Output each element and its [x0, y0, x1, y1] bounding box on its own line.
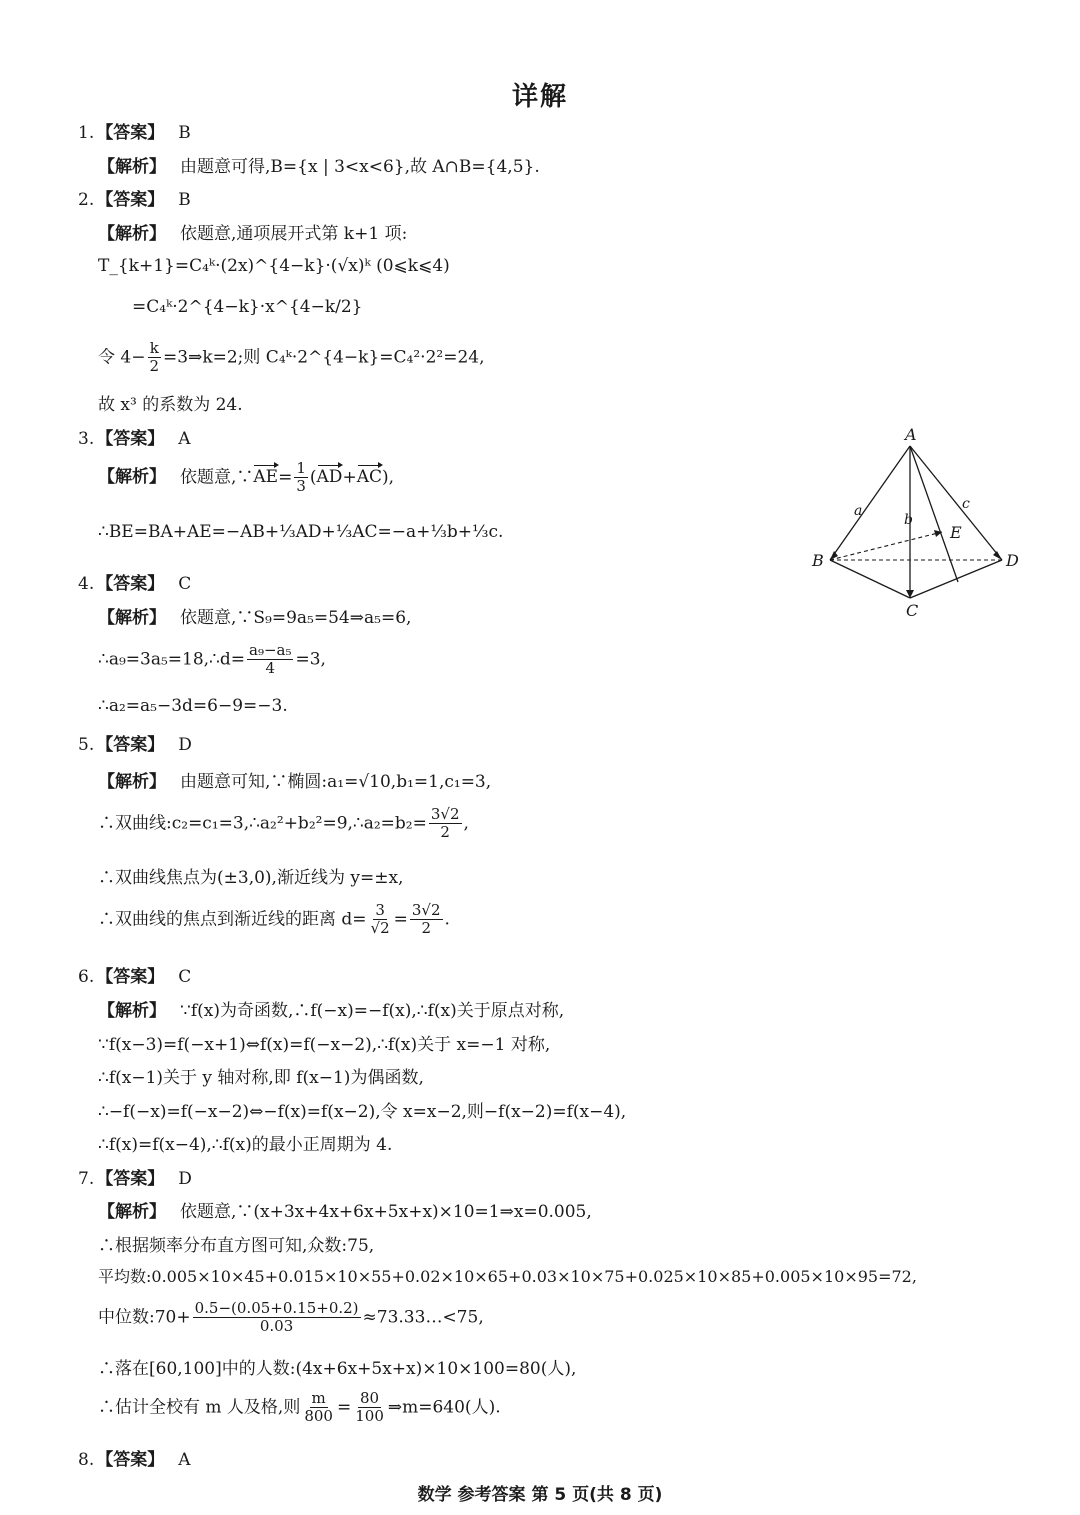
- label-a-point: A: [905, 425, 917, 444]
- q1-analysis: [98, 152, 540, 177]
- q5-line-4: [98, 902, 450, 938]
- q5-answer: D: [178, 735, 192, 755]
- q6-analysis: [98, 996, 564, 1021]
- q3-answer: A: [178, 429, 191, 449]
- q8-answer-line: [78, 1445, 191, 1470]
- a-arrow: [830, 551, 838, 560]
- answer-tag: 【答案】: [96, 1169, 165, 1189]
- q2-line-4-a: 令 4−: [98, 347, 146, 368]
- q5-analysis: [98, 767, 491, 792]
- q2-line-1: 依题意,通项展开式第 k+1 项:: [180, 224, 408, 244]
- q4-fraction: [247, 642, 293, 678]
- q7-answer-line: [78, 1164, 192, 1189]
- vec-ac: AC: [356, 467, 382, 488]
- q7-line-3: 平均数:0.005×10×45+0.015×10×55+0.02×10×65+0.03×10×75+0.025×10×85+0.005×10×95=72,: [98, 1267, 917, 1286]
- q4-answer-line: [78, 569, 191, 594]
- q6-number: 6.: [78, 967, 95, 987]
- vec-ad: AD: [316, 467, 343, 488]
- q5-frac2-num: 3√2: [411, 901, 441, 919]
- q4-line-1: 依题意,∵S₉=9a₅=54⇒a₅=6,: [180, 608, 412, 628]
- q2-answer-line: [78, 185, 191, 210]
- q7-l4a: 中位数:70+: [98, 1307, 191, 1328]
- q4-l2a: ∴a₉=3a₅=18,∴d=: [98, 649, 245, 670]
- q5-frac1-num: 3: [375, 901, 385, 919]
- q2-line-2: T_{k+1}=C₄ᵏ·(2x)^{4−k}·(√x)ᵏ (0⩽k⩽4): [98, 256, 450, 276]
- q4-frac-num: a₉−a₅: [249, 641, 292, 659]
- q7-line-1: 依题意,∵(x+3x+4x+6x+5x+x)×10=1⇒x=0.005,: [180, 1202, 592, 1222]
- q7-fraction: [193, 1300, 361, 1336]
- q7-l6a: ∴估计全校有 m 人及格,则: [98, 1397, 301, 1418]
- vec-ae: AE: [253, 467, 279, 488]
- answer-tag: 【答案】: [96, 190, 165, 210]
- tetrahedron-diagram: [800, 420, 1030, 620]
- q2-answer: B: [178, 190, 191, 210]
- q7-frac1-den: 800: [304, 1407, 333, 1426]
- q5-line-1: 由题意可知,∵椭圆:a₁=√10,b₁=1,c₁=3,: [180, 772, 492, 792]
- q2-line-5: 故 x³ 的系数为 24.: [98, 395, 243, 415]
- analysis-tag: 【解析】: [98, 157, 166, 177]
- q5-frac-den: 2: [440, 823, 450, 842]
- label-vec-b: b: [904, 512, 913, 528]
- q8-number: 8.: [78, 1450, 95, 1470]
- q4-frac-den: 4: [265, 659, 276, 678]
- q7-frac-den: 0.03: [259, 1317, 294, 1336]
- label-d-point: D: [1006, 551, 1019, 570]
- q7-fraction-2: [353, 1390, 386, 1426]
- q3-l1d: (: [309, 467, 317, 488]
- c-arrow: [993, 551, 1002, 560]
- q4-line-3: ∴a₂=a₅−3d=6−9=−3.: [98, 696, 288, 716]
- q1-analysis-text: 由题意可得,B={x | 3<x<6},故 A∩B={4,5}.: [180, 157, 540, 177]
- q5-line-3: ∴双曲线焦点为(±3,0),渐近线为 y=±x,: [98, 868, 404, 888]
- label-c-point: C: [906, 601, 919, 620]
- q6-line-1: ∵f(x)为奇函数,∴f(−x)=−f(x),∴f(x)关于原点对称,: [180, 1001, 565, 1021]
- q4-number: 4.: [78, 574, 95, 594]
- q6-line-4: ∴−f(−x)=f(−x−2)⇔−f(x)=f(x−2),令 x=x−2,则−f(x−2)=f(x−4),: [98, 1102, 627, 1122]
- answer-tag: 【答案】: [96, 1450, 165, 1470]
- q5-l2b: ,: [463, 813, 469, 834]
- answer-tag: 【答案】: [96, 123, 165, 143]
- median-ae: [910, 446, 958, 582]
- q5-line-2: [98, 806, 469, 842]
- q3-number: 3.: [78, 429, 95, 449]
- answer-tag: 【答案】: [96, 967, 165, 987]
- q5-frac-num: 3√2: [430, 805, 460, 823]
- q5-frac2-den: 2: [421, 919, 431, 938]
- q5-l4b: =: [393, 909, 408, 930]
- q1-answer: B: [178, 123, 191, 143]
- answer-tag: 【答案】: [96, 574, 165, 594]
- q3-frac-num: 1: [296, 459, 306, 477]
- answer-tag: 【答案】: [96, 735, 165, 755]
- q5-fraction-2: [410, 902, 443, 938]
- q3-l1c: =: [278, 467, 293, 488]
- q3-frac-den: 3: [296, 477, 306, 496]
- q3-fraction: [294, 460, 308, 496]
- q7-number: 7.: [78, 1169, 95, 1189]
- q3-answer-line: [78, 424, 191, 449]
- q7-frac-num: 0.5−(0.05+0.15+0.2): [194, 1299, 359, 1317]
- q8-answer: A: [178, 1450, 191, 1470]
- q6-line-5: ∴f(x)=f(x−4),∴f(x)的最小正周期为 4.: [98, 1135, 393, 1155]
- answer-tag: 【答案】: [96, 429, 165, 449]
- q2-analysis: [98, 219, 407, 244]
- analysis-tag: 【解析】: [98, 1202, 166, 1222]
- analysis-tag: 【解析】: [98, 1001, 166, 1021]
- q2-line-4: [98, 340, 485, 376]
- q4-answer: C: [178, 574, 192, 594]
- q2-frac-den: 2: [149, 357, 160, 376]
- q2-line-4-b: =3⇒k=2;则 C₄ᵏ·2^{4−k}=C₄²·2²=24,: [163, 347, 485, 368]
- q5-l4c: .: [444, 909, 450, 930]
- q7-line-2: ∴根据频率分布直方图可知,众数:75,: [98, 1236, 375, 1256]
- q6-answer-line: [78, 962, 191, 987]
- q3-analysis: [98, 460, 394, 496]
- q6-line-3: ∴f(x−1)关于 y 轴对称,即 f(x−1)为偶函数,: [98, 1068, 424, 1088]
- q6-line-2: ∵f(x−3)=f(−x+1)⇔f(x)=f(−x−2),∴f(x)关于 x=−1 对称,: [98, 1035, 551, 1055]
- q3-line-2: ∴BE=BA+AE=−AB+⅓AD+⅓AC=−a+⅓b+⅓c.: [98, 522, 504, 542]
- analysis-tag: 【解析】: [98, 772, 166, 792]
- q7-answer: D: [178, 1169, 192, 1189]
- q3-l1h: ),: [382, 467, 395, 488]
- q7-frac2-den: 100: [355, 1407, 384, 1426]
- q4-analysis: [98, 603, 411, 628]
- q3-l1a: 依题意,∵: [180, 467, 254, 488]
- page-title: 详解: [511, 82, 568, 112]
- q5-frac1-den: √2: [370, 919, 390, 938]
- q2-line-3: =C₄ᵏ·2^{4−k}·x^{4−k/2}: [132, 297, 363, 317]
- q1-number: 1.: [78, 123, 95, 143]
- q2-number: 2.: [78, 190, 95, 210]
- q4-l2b: =3,: [295, 649, 326, 670]
- q5-l2a: ∴双曲线:c₂=c₁=3,∴a₂²+b₂²=9,∴a₂=b₂=: [98, 813, 427, 834]
- q7-l4b: ≈73.33…<75,: [362, 1307, 484, 1328]
- label-e-point: E: [950, 523, 962, 542]
- q7-line-4: [98, 1300, 484, 1336]
- q5-fraction: [429, 806, 462, 842]
- q5-answer-line: [78, 730, 192, 755]
- q1-answer-line: [78, 118, 191, 143]
- edge-bc: [830, 560, 910, 598]
- q7-frac2-num: 80: [360, 1389, 380, 1407]
- q7-l6b: =: [336, 1397, 352, 1418]
- q7-analysis: [98, 1197, 592, 1222]
- analysis-tag: 【解析】: [98, 224, 166, 244]
- q2-fraction: [147, 340, 161, 376]
- q5-l4a: ∴双曲线的焦点到渐近线的距离 d=: [98, 909, 367, 930]
- page-footer: 数学 参考答案 第 5 页(共 8 页): [417, 1485, 663, 1505]
- label-vec-a: a: [854, 503, 863, 519]
- analysis-tag: 【解析】: [98, 467, 166, 488]
- q5-number: 5.: [78, 735, 95, 755]
- q7-fraction-1: [302, 1390, 335, 1426]
- q2-frac-num: k: [149, 339, 159, 357]
- analysis-tag: 【解析】: [98, 608, 166, 628]
- q3-l1f: +: [342, 467, 357, 488]
- q6-answer: C: [178, 967, 192, 987]
- edge-cd: [910, 560, 1002, 598]
- q7-frac1-num: m: [311, 1389, 326, 1407]
- q4-line-2: [98, 642, 326, 678]
- q7-line-6: [98, 1390, 501, 1426]
- label-vec-c: c: [962, 496, 970, 512]
- edge-ad: [910, 446, 1002, 560]
- q5-fraction-1: [369, 902, 392, 938]
- q7-line-5: ∴落在[60,100]中的人数:(4x+6x+5x+x)×10×100=80(人),: [98, 1359, 577, 1379]
- q7-l6c: ⇒m=640(人).: [387, 1397, 501, 1418]
- label-b-point: B: [812, 551, 824, 570]
